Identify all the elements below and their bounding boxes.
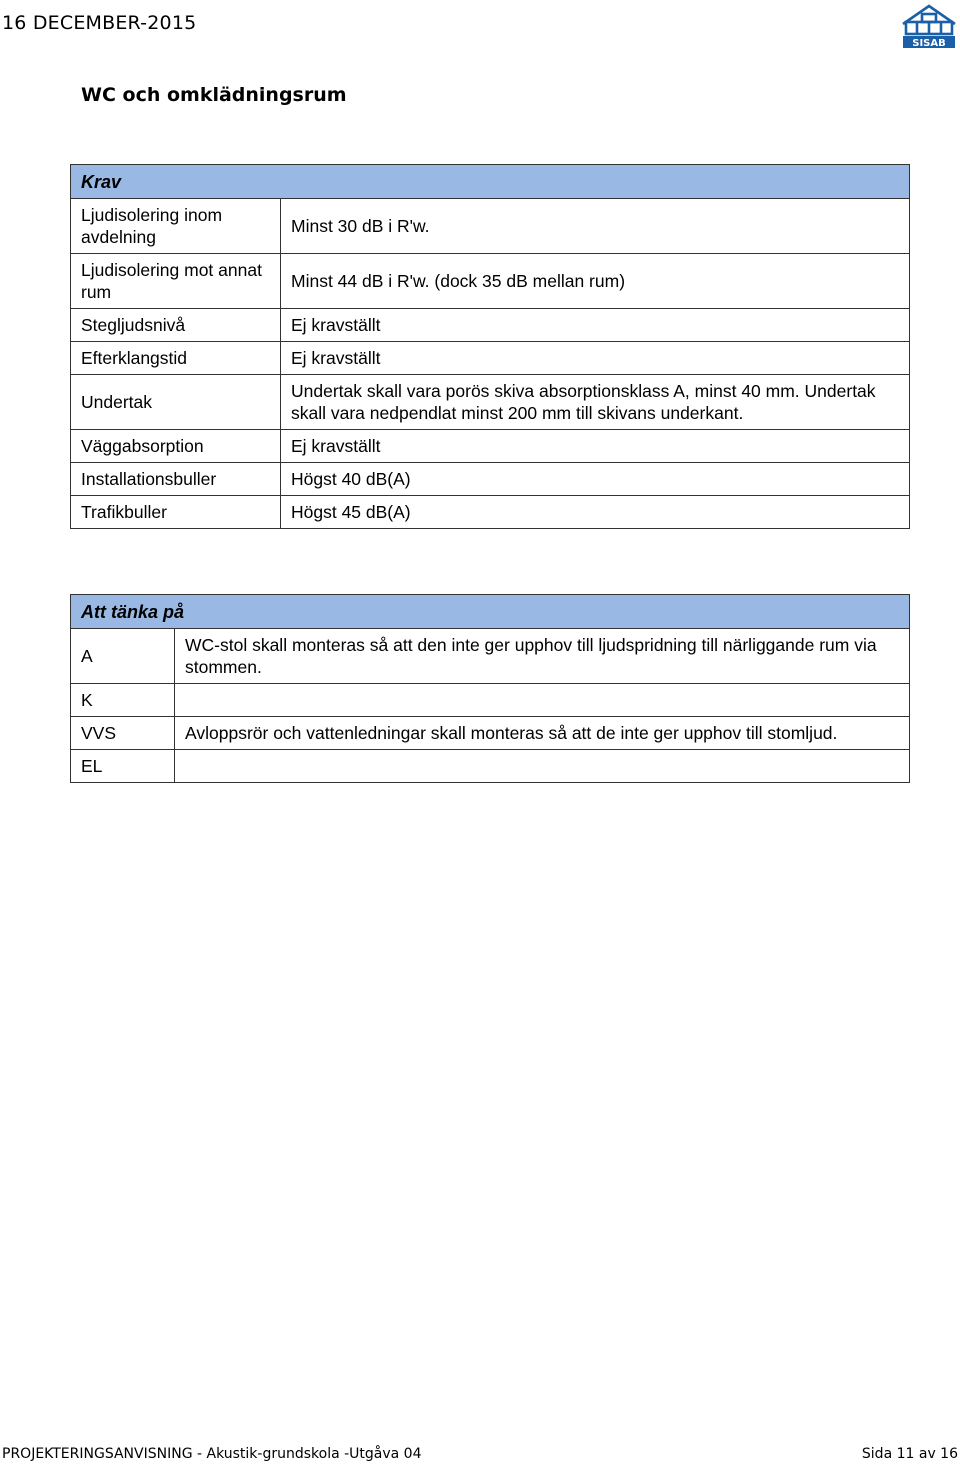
table-row	[71, 430, 910, 463]
row-value	[175, 750, 910, 783]
row-value: WC-stol skall monteras så att den inte ger upphov till ljudspridning till närliggande rum via stommen.	[175, 629, 910, 684]
table-row	[71, 717, 910, 750]
row-value: Minst 30 dB i R'w.	[281, 199, 910, 254]
table-row	[71, 629, 910, 684]
tanka-heading: Att tänka på	[71, 595, 910, 629]
sisab-logo	[898, 2, 960, 50]
table-row	[71, 199, 910, 254]
section-title: WC och omklädningsrum	[81, 84, 347, 106]
row-value: Ej kravställt	[281, 430, 910, 463]
table-row	[71, 750, 910, 783]
row-label: Trafikbuller	[71, 496, 281, 529]
row-label: VVS	[71, 717, 175, 750]
row-label: A	[71, 629, 175, 684]
row-label: Ljudisolering mot annat rum	[71, 254, 281, 309]
row-value	[175, 684, 910, 717]
row-label: Ljudisolering inom avdelning	[71, 199, 281, 254]
logo-text: SISAB	[912, 38, 946, 50]
row-label: Stegljudsnivå	[71, 309, 281, 342]
row-value: Högst 45 dB(A)	[281, 496, 910, 529]
table-row	[71, 684, 910, 717]
table-row	[71, 375, 910, 430]
row-label: Efterklangstid	[71, 342, 281, 375]
row-label: EL	[71, 750, 175, 783]
table-row	[71, 309, 910, 342]
tanka-header-row	[71, 595, 910, 629]
header-date: 16 DECEMBER-2015	[2, 12, 197, 34]
tanka-table	[70, 594, 910, 783]
table-row	[71, 463, 910, 496]
krav-header-row	[71, 165, 910, 199]
row-label: Undertak	[71, 375, 281, 430]
table-row	[71, 496, 910, 529]
footer-page-number: Sida 11 av 16	[861, 1446, 958, 1462]
row-value: Högst 40 dB(A)	[281, 463, 910, 496]
row-value: Avloppsrör och vattenledningar skall monteras så att de inte ger upphov till stomljud.	[175, 717, 910, 750]
row-label: Installationsbuller	[71, 463, 281, 496]
krav-table	[70, 164, 910, 529]
row-value: Ej kravställt	[281, 342, 910, 375]
table-row	[71, 342, 910, 375]
row-value: Ej kravställt	[281, 309, 910, 342]
row-value: Undertak skall vara porös skiva absorptionsklass A, minst 40 mm. Undertak skall vara nedpendlat minst 200 mm till skivans underkant.	[281, 375, 910, 430]
footer-document-title: PROJEKTERINGSANVISNING - Akustik-grundskola -Utgåva 04	[2, 1446, 422, 1462]
row-value: Minst 44 dB i R'w. (dock 35 dB mellan rum)	[281, 254, 910, 309]
row-label: Väggabsorption	[71, 430, 281, 463]
table-row	[71, 254, 910, 309]
row-label: K	[71, 684, 175, 717]
krav-heading: Krav	[71, 165, 910, 199]
